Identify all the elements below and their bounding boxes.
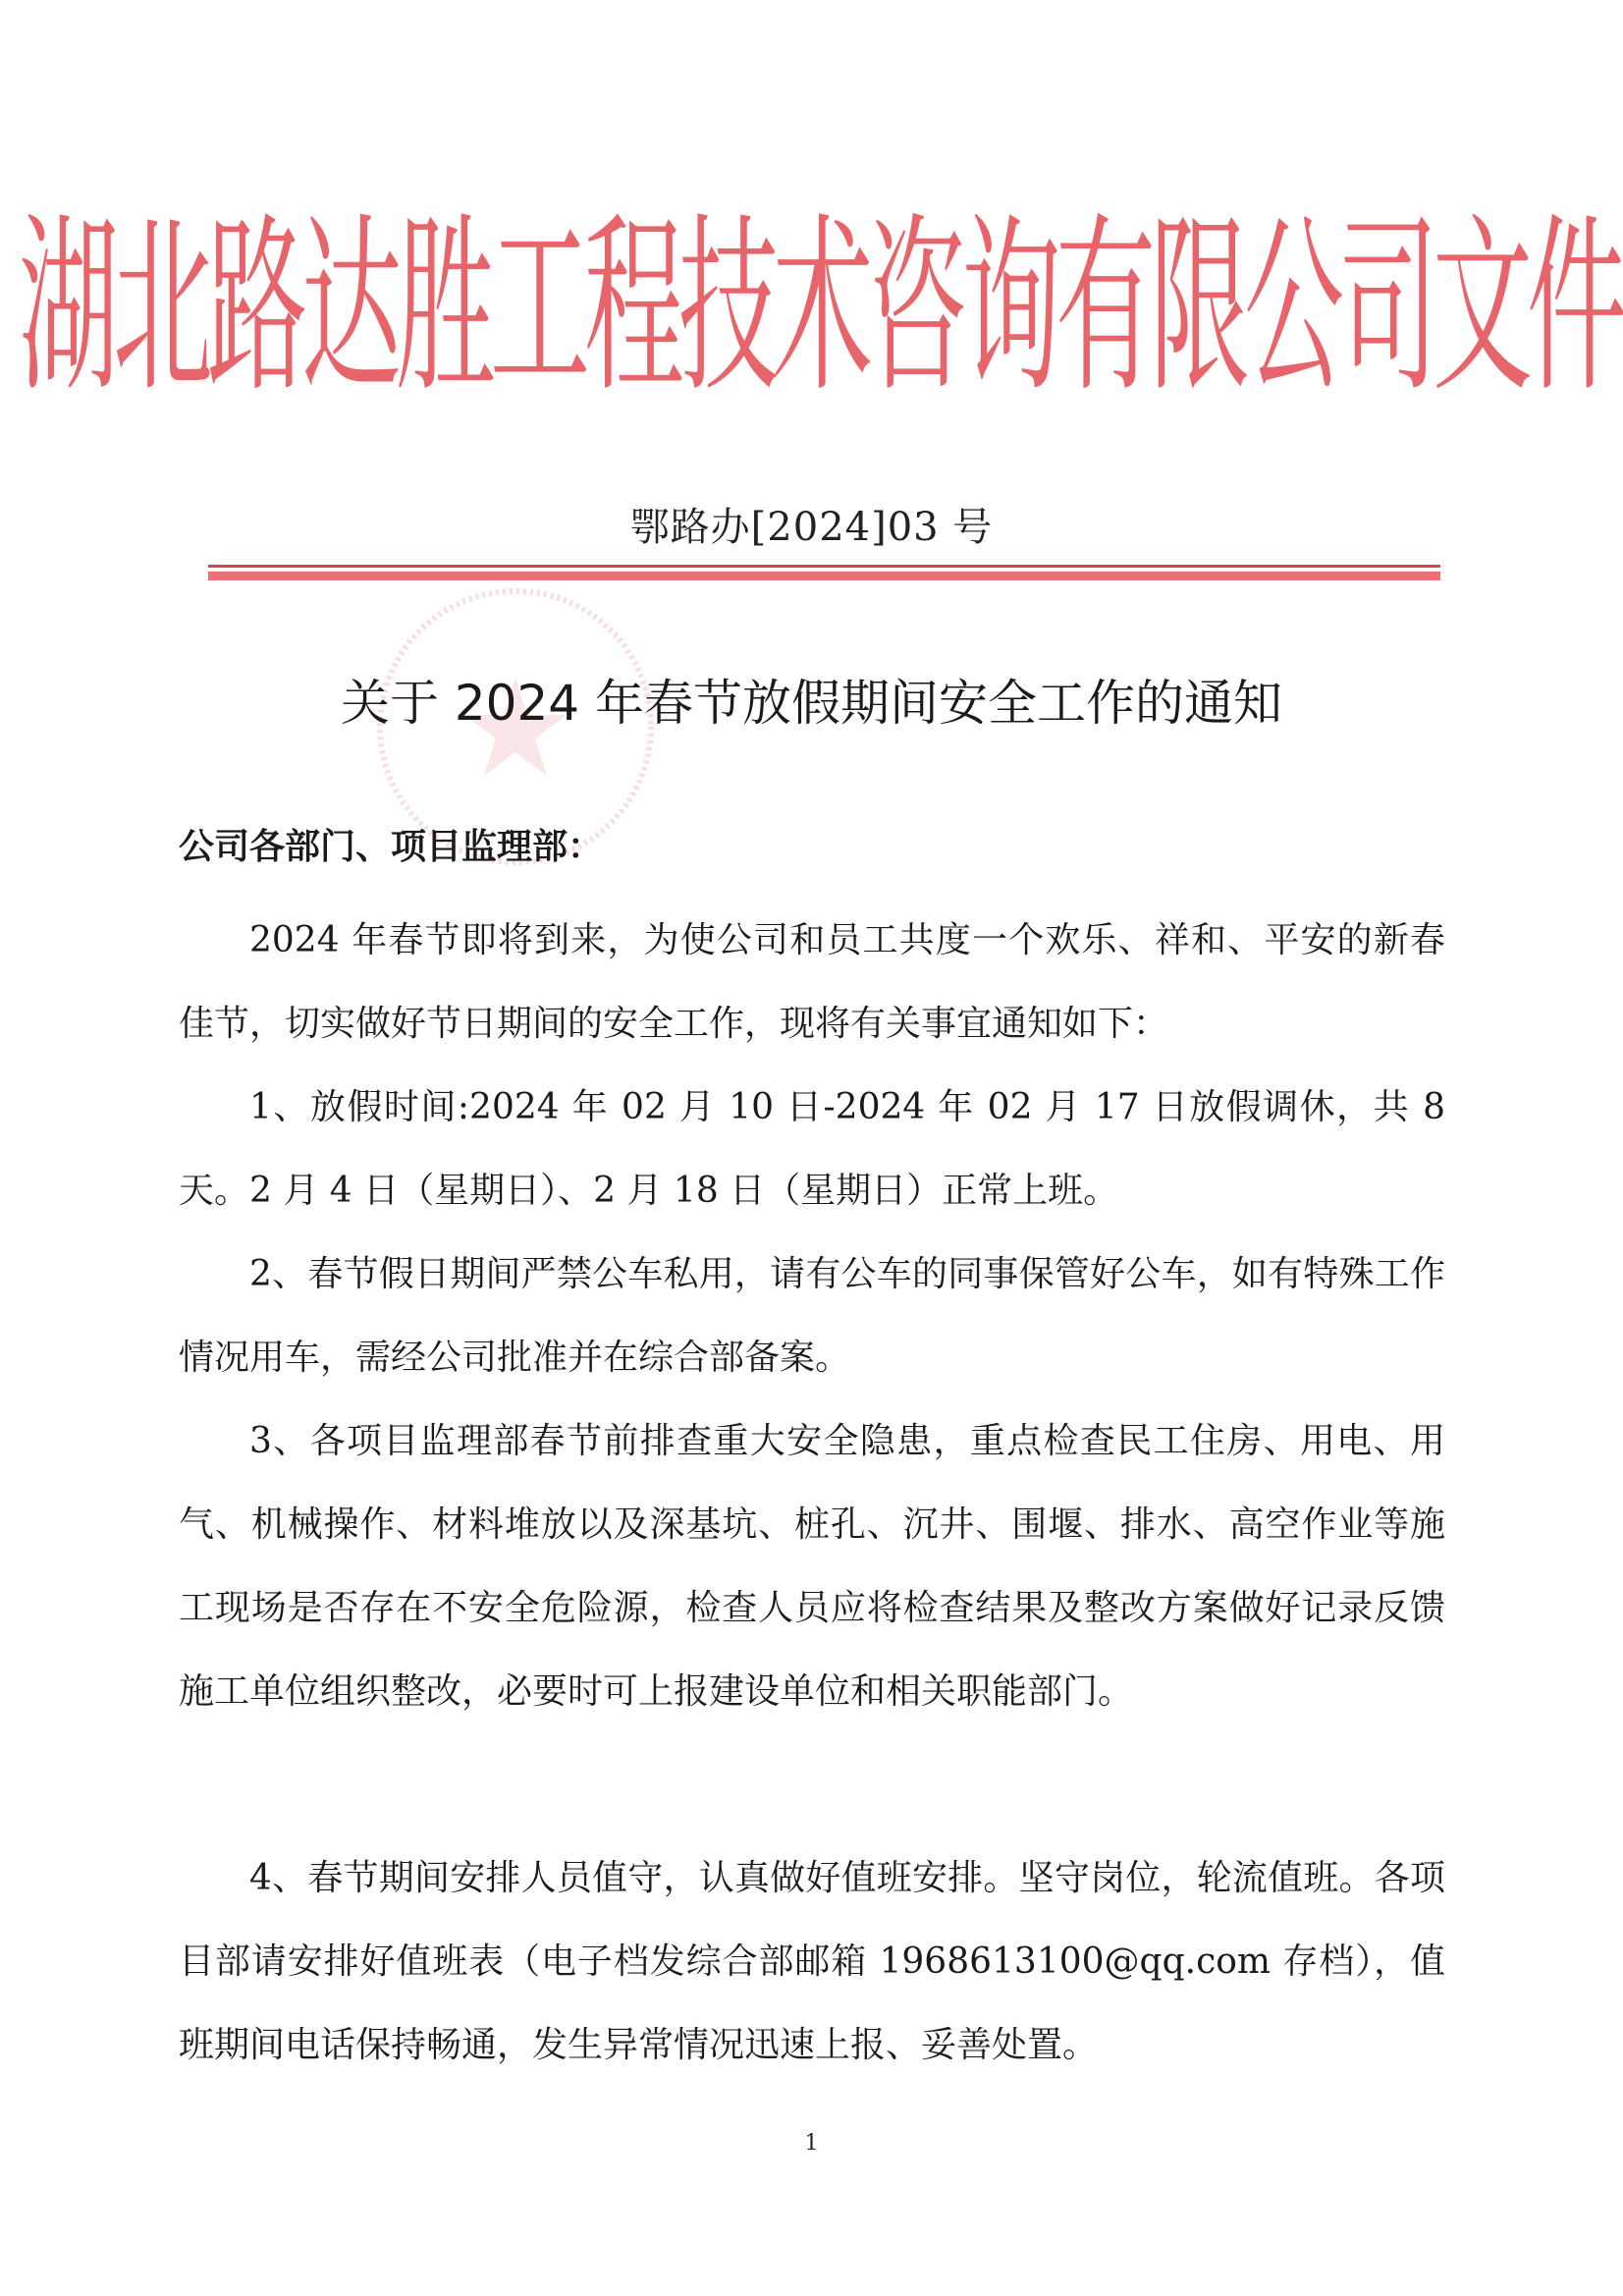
- red-rule-thin: [208, 565, 1440, 568]
- paragraph-text: 2024 年春节即将到来，为使公司和员工共度一个欢乐、祥和、平安的新春佳节，切实做好节日期间的安全工作，现将有关事宜通知如下：: [179, 920, 1445, 1044]
- paragraph-text: 2、春节假日期间严禁公车私用，请有公车的同事保管好公车，如有特殊工作情况用车，需经公司批准并在综合部备案。: [179, 1254, 1445, 1378]
- letterhead-title: 湖北路达胜工程技术咨询有限公司文件: [19, 197, 1621, 420]
- document-number: 鄂路办[2024]03 号: [629, 505, 994, 550]
- paragraph-item-4: [179, 1836, 1445, 2087]
- paragraph-text: 1、放假时间:2024 年 02 月 10 日-2024 年 02 月 17 日放假调休，共 8 天。2 月 4 日（星期日）、2 月 18 日（星期日）正常上班。: [179, 1087, 1445, 1211]
- paragraph-item-2: [179, 1232, 1445, 1399]
- paragraph-item-1: [179, 1066, 1445, 1232]
- paragraph-intro: [179, 899, 1445, 1066]
- page-number: 1: [804, 2131, 819, 2156]
- salutation: 公司各部门、项目监理部：: [179, 827, 604, 867]
- paragraph-item-3: [179, 1399, 1445, 1733]
- document-title: 关于 2024 年春节放假期间安全工作的通知: [340, 675, 1283, 732]
- paragraph-text: 3、各项目监理部春节前排查重大安全隐患，重点检查民工住房、用电、用气、机械操作、材料堆放以及深基坑、桩孔、沉井、围堰、排水、高空作业等施工现场是否存在不安全危险源，检查人员应将检查结果及整改方案做好记录反馈施工单位组织整改，必要时可上报建设单位和相关职能部门。: [179, 1421, 1445, 1712]
- paragraph-text: 4、春节期间安排人员值守，认真做好值班安排。坚守岗位，轮流值班。各项目部请安排好值班表（电子档发综合部邮箱 1968613100@qq.com 存档），值班期间电话保持畅通，发生异常情况迅速上报、妥善处置。: [179, 1858, 1445, 2065]
- letterhead: [19, 191, 1621, 427]
